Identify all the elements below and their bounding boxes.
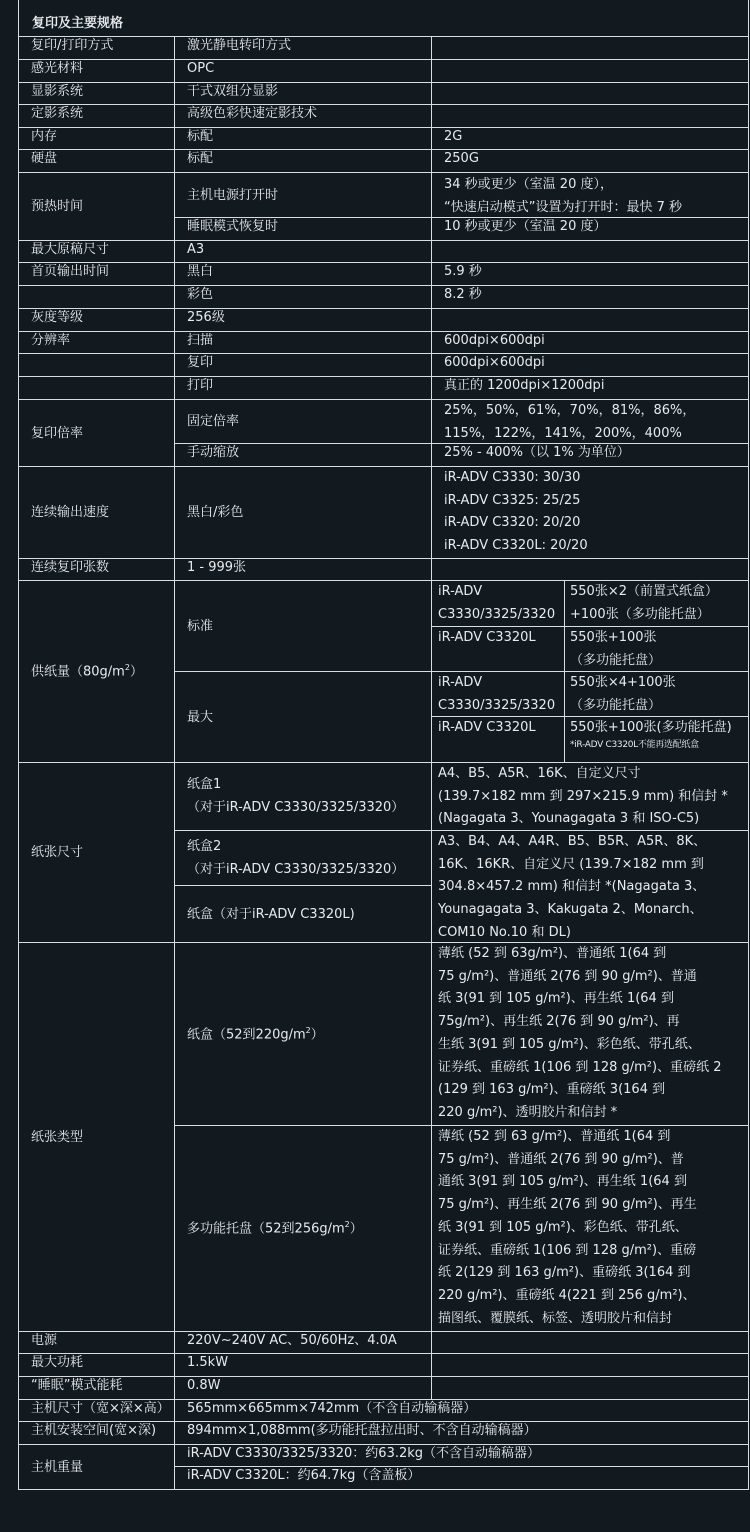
sub-warmup-sleep: 睡眠模式恢复时 (175, 218, 432, 241)
empty-cell (432, 559, 749, 581)
label-magnification-text: 复印倍率 (31, 425, 84, 441)
empty-cell (432, 1354, 749, 1377)
empty-cell (18, 377, 175, 400)
model-line: iR-ADV (438, 675, 483, 690)
label-sup: 2 (344, 1220, 350, 1230)
value-magnification-manual: 25% - 400%（以 1% 为单位） (432, 444, 749, 467)
speed-line: iR-ADV C3320: 20/20 (444, 515, 581, 531)
sub-magnification-fixed-text: 固定倍率 (187, 414, 240, 429)
value-standard-2 (565, 627, 749, 672)
label-warmup-text: 预热时间 (31, 199, 84, 214)
label-part: ） (349, 1221, 363, 1237)
sub-paper-type-cassette (175, 943, 432, 1126)
empty-cell (432, 105, 749, 128)
value-standard-1 (565, 581, 749, 627)
value-first-copy-color: 8.2 秒 (432, 286, 749, 309)
sub-paper-type-bypass-text (187, 1221, 431, 1235)
type-line: 纸 3(91 到 105 g/m²)、再生纸 1(64 到 (438, 991, 674, 1007)
value-first-copy-bw: 5.9 秒 (432, 263, 749, 286)
type-line: 薄纸 (52 到 63 g/m²)、普通纸 1(64 到 (438, 1129, 671, 1144)
empty-cell (18, 286, 175, 309)
label-part: ） (129, 664, 143, 680)
size-line: 16K、16KR、自定义尺 (139.7×182 mm 到 (438, 856, 704, 872)
sub-magnification-fixed (175, 400, 432, 444)
capacity-line: （多功能托盘） (570, 697, 662, 713)
label-paper-size-text: 纸张尺寸 (31, 845, 84, 860)
type-line: 证券纸、重磅纸 1(106 到 128 g/m²)、重磅纸 2 (438, 1059, 722, 1075)
cassette-line: 纸盒1 (187, 777, 222, 792)
label-warmup (18, 173, 175, 241)
value-weight-1: iR-ADV C3330/3325/3320：约63.2kg（不含自动输稿器） (175, 1445, 749, 1467)
sub-capacity-max-text: 最大 (187, 709, 214, 725)
value-paper-size-cassette23 (432, 831, 749, 943)
sub-resolution-print: 打印 (175, 377, 432, 400)
value-develop-system: 干式双组分显影 (175, 83, 432, 105)
label-max-power: 最大功耗 (18, 1354, 175, 1377)
label-paper-type (18, 943, 175, 1332)
label-sleep-power: “睡眠”模式能耗 (18, 1377, 175, 1400)
label-power: 电源 (18, 1332, 175, 1354)
label-sup: 2 (305, 1025, 311, 1035)
value-copy-method: 激光静电转印方式 (175, 37, 432, 60)
size-line: 304.8×457.2 mm) 和信封 *(Nagagata 3、 (438, 879, 706, 895)
label-fix-system: 定影系统 (18, 105, 175, 128)
label-weight-text: 主机重量 (31, 1459, 84, 1475)
value-resolution-print: 真正的 1200dpi×1200dpi (432, 377, 749, 400)
sub-capacity-standard-text: 标准 (187, 618, 214, 634)
value-weight-2: iR-ADV C3320L：约64.7kg（含盖板） (175, 1467, 749, 1490)
empty-cell (432, 1332, 749, 1354)
size-line: (Nagagata 3、Younagagata 3 和 ISO-C5) (438, 811, 700, 827)
value-gradation: 256级 (175, 309, 432, 332)
value-continuous-copies: 1 - 999张 (175, 559, 432, 581)
speed-line: iR-ADV C3325: 25/25 (444, 492, 581, 508)
sub-paper-size-cassette3-text: 纸盒（对于iR-ADV C3320L) (187, 906, 355, 922)
sub-paper-size-cassette1 (175, 763, 432, 831)
type-line: 薄纸 (52 到 63g/m²)、普通纸 1(64 到 (438, 946, 667, 961)
model-line: C3330/3325/3320 (438, 606, 556, 622)
value-max-2 (565, 717, 749, 763)
value-install-space: 894mm×1,088mm(多功能托盘拉出时、不含自动输稿器） (175, 1422, 749, 1445)
magnification-line-2: 115%，122%，141%，200%，400% (444, 425, 682, 441)
model-line: C3330/3325/3320 (438, 697, 556, 713)
sub-resolution-copy: 复印 (175, 354, 432, 377)
type-line: 220 g/m²)、透明胶片和信封 * (438, 1104, 618, 1120)
sub-resolution-scan: 扫描 (175, 332, 432, 354)
type-line: 75 g/m²)、普通纸 2(76 到 90 g/m²)、普 (438, 1151, 684, 1167)
value-sleep-power: 0.8W (175, 1377, 432, 1400)
label-part: 多功能托盘（52到256g/m (187, 1221, 345, 1237)
model-max-1 (432, 672, 565, 717)
type-line: 证券纸、重磅纸 1(106 到 128 g/m²)、重磅 (438, 1242, 697, 1258)
sub-magnification-manual: 手动缩放 (175, 444, 432, 467)
value-paper-type-bypass (432, 1126, 749, 1332)
label-part: 供纸量（80g/m (31, 664, 125, 680)
sub-first-copy-color: 彩色 (175, 286, 432, 309)
label-speed-text: 连续输出速度 (31, 505, 110, 520)
label-copy-method: 复印/打印方式 (18, 37, 175, 60)
sub-paper-type-cassette-text (187, 1027, 431, 1041)
label-continuous-copies: 连续复印张数 (18, 559, 175, 581)
type-line: 通纸 3(91 到 105 g/m²)、再生纸 1(64 到 (438, 1174, 687, 1190)
capacity-line: +100张（多功能托盘） (570, 606, 710, 622)
sub-paper-type-bypass (175, 1126, 432, 1332)
model-line: iR-ADV (438, 584, 483, 599)
sub-warmup-power-on (175, 173, 432, 218)
sub-warmup-power-on-text: 主机电源打开时 (187, 187, 279, 203)
empty-cell (432, 60, 749, 83)
cassette-line: （对于iR-ADV C3330/3325/3320） (187, 799, 405, 815)
empty-cell (432, 1377, 749, 1400)
value-max-power: 1.5kW (175, 1354, 432, 1377)
cassette-line: 纸盒2 (187, 839, 222, 854)
speed-line: iR-ADV C3330: 30/30 (444, 470, 581, 485)
empty-cell (432, 37, 749, 60)
label-resolution: 分辨率 (18, 332, 175, 354)
label-memory: 内存 (18, 128, 175, 150)
sub-paper-size-cassette3 (175, 886, 432, 943)
type-line: 75g/m²)、再生纸 2(76 到 90 g/m²)、再 (438, 1014, 680, 1030)
capacity-note: *iR-ADV C3320L不能再选配纸盒 (570, 740, 699, 750)
sub-capacity-max (175, 672, 432, 763)
model-max-2: iR-ADV C3320L (432, 717, 565, 763)
label-paper-capacity-text (31, 664, 174, 678)
size-line: (139.7×182 mm 到 297×215.9 mm) 和信封 * (438, 788, 728, 804)
value-paper-size-cassette1 (432, 763, 749, 831)
value-warmup-power-on (432, 173, 749, 218)
size-line: Younagagata 3、Kakugata 2、Monarch、 (438, 902, 703, 918)
magnification-line-1: 25%，50%，61%，70%，81%，86%， (444, 403, 696, 418)
label-part: 纸盒（52到220g/m (187, 1027, 306, 1043)
value-resolution-scan: 600dpi×600dpi (432, 332, 749, 354)
empty-cell (432, 241, 749, 263)
value-paper-type-cassette (432, 943, 749, 1126)
sub-first-copy-bw: 黑白 (175, 263, 432, 286)
sub-hdd: 标配 (175, 150, 432, 173)
label-part: ） (310, 1027, 324, 1043)
value-memory: 2G (432, 128, 749, 150)
type-line: (129 到 163 g/m²)、重磅纸 3(164 到 (438, 1082, 666, 1098)
empty-cell (18, 354, 175, 377)
value-fix-system: 高级色彩快速定影技术 (175, 105, 432, 128)
sub-speed (175, 467, 432, 559)
label-develop-system: 显影系统 (18, 83, 175, 105)
model-standard-2: iR-ADV C3320L (432, 627, 565, 672)
value-dimensions: 565mm×665mm×742mm（不含自动输稿器） (175, 1400, 749, 1422)
type-line: 220 g/m²)、重磅纸 4(221 到 256 g/m²)、 (438, 1287, 696, 1303)
label-sup: 2 (124, 663, 130, 673)
label-gradation: 灰度等级 (18, 309, 175, 332)
capacity-line: （多功能托盘） (570, 652, 662, 668)
sub-capacity-standard (175, 581, 432, 672)
label-install-space: 主机安装空间(宽×深) (18, 1422, 175, 1445)
label-paper-capacity (18, 581, 175, 763)
label-photo-material: 感光材料 (18, 60, 175, 83)
label-max-original: 最大原稿尺寸 (18, 241, 175, 263)
empty-cell (432, 83, 749, 105)
value-hdd: 250G (432, 150, 749, 173)
speed-line: iR-ADV C3320L: 20/20 (444, 538, 588, 554)
capacity-line: 550张+100张 (570, 630, 657, 645)
sub-memory: 标配 (175, 128, 432, 150)
value-warmup-sleep: 10 秒或更少（室温 20 度） (432, 218, 749, 241)
type-line: 75 g/m²)、普通纸 2(76 到 90 g/m²)、普通 (438, 968, 697, 984)
section-title: 复印及主要规格 (18, 0, 749, 37)
value-power: 220V~240V AC、50/60Hz、4.0A (175, 1332, 432, 1354)
value-resolution-copy: 600dpi×600dpi (432, 354, 749, 377)
capacity-line: 550张×2（前置式纸盒） (570, 584, 718, 599)
type-line: 生纸 3(91 到 105 g/m²)、彩色纸、带孔纸、 (438, 1036, 701, 1052)
label-dimensions: 主机尺寸（宽×深×高） (18, 1400, 175, 1422)
value-speed (432, 467, 749, 559)
label-paper-type-text: 纸张类型 (31, 1129, 84, 1145)
size-line: A4、B5、A5R、16K、自定义尺寸 (438, 766, 641, 781)
label-paper-size (18, 763, 175, 943)
warmup-line-1: 34 秒或更少（室温 20 度）， (444, 177, 613, 192)
sub-paper-size-cassette2 (175, 831, 432, 886)
warmup-line-2: “快速启动模式”设置为打开时：最快 7 秒 (444, 199, 683, 215)
model-standard-1 (432, 581, 565, 627)
value-magnification-fixed (432, 400, 749, 444)
sub-speed-text: 黑白/彩色 (187, 505, 244, 520)
type-line: 纸 2(129 到 163 g/m²)、重磅纸 3(164 到 (438, 1265, 691, 1281)
value-max-original: A3 (175, 241, 432, 263)
capacity-line: 550张×4+100张 (570, 675, 676, 690)
size-line: A3、B4、A4、A4R、B5、B5R、A5R、8K、 (438, 834, 707, 849)
type-line: 描图纸、覆膜纸、标签、透明胶片和信封 (438, 1310, 673, 1326)
type-line: 75 g/m²)、再生纸 2(76 到 90 g/m²)、再生 (438, 1197, 697, 1213)
label-speed (18, 467, 175, 559)
type-line: 纸 3(91 到 105 g/m²)、彩色纸、带孔纸、 (438, 1219, 688, 1235)
cassette-line: （对于iR-ADV C3330/3325/3320） (187, 861, 405, 877)
label-hdd: 硬盘 (18, 150, 175, 173)
empty-cell (432, 309, 749, 332)
label-weight (18, 1445, 175, 1490)
capacity-line: 550张+100张(多功能托盘) (570, 720, 732, 735)
value-max-1 (565, 672, 749, 717)
label-magnification (18, 400, 175, 467)
size-line: COM10 No.10 和 DL) (438, 924, 571, 940)
value-photo-material: OPC (175, 60, 432, 83)
label-first-copy: 首页输出时间 (18, 263, 175, 286)
